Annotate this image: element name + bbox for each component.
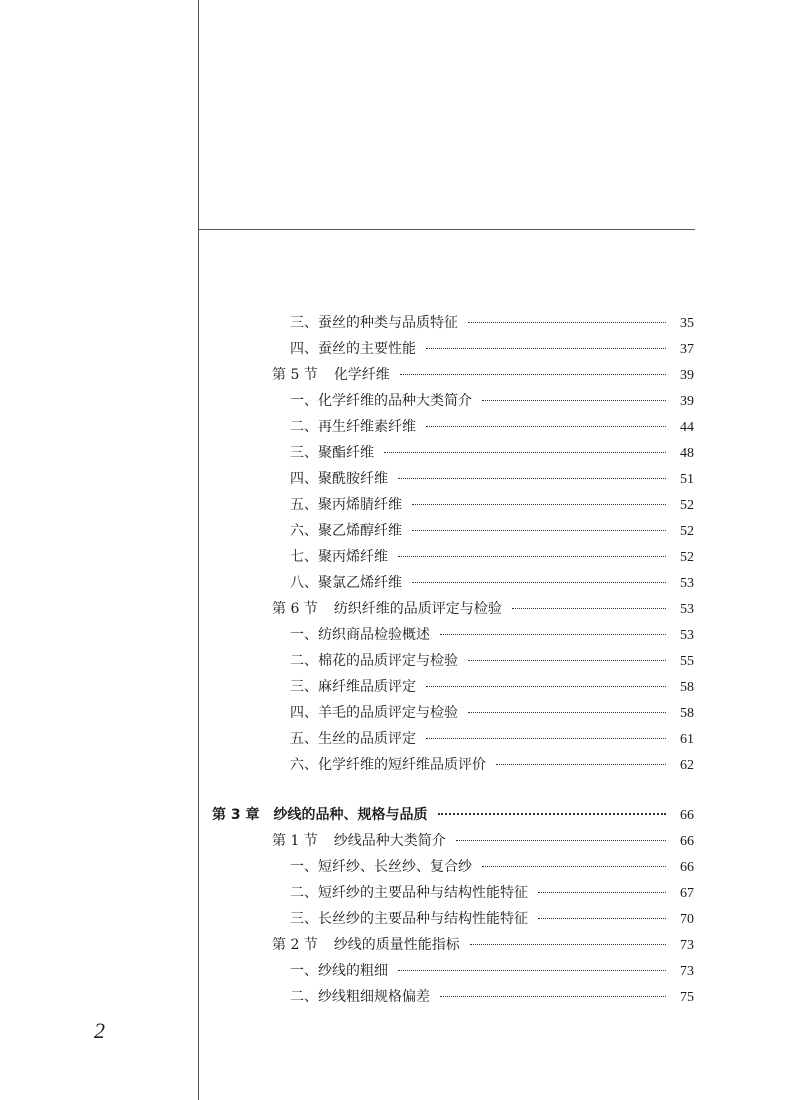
toc-page-number: 37 bbox=[680, 342, 694, 357]
toc-page-number: 58 bbox=[680, 706, 694, 721]
toc-page-number: 55 bbox=[680, 654, 694, 669]
toc-entry-title bbox=[290, 310, 458, 336]
toc-page-number: 53 bbox=[680, 628, 694, 643]
dot-leader bbox=[398, 970, 666, 971]
toc-entry-title bbox=[290, 440, 374, 466]
toc-section-row bbox=[200, 828, 698, 854]
dot-leader bbox=[440, 634, 666, 635]
dot-leader bbox=[496, 764, 666, 765]
toc-entry-text: 五、聚丙烯腈纤维 bbox=[290, 497, 402, 513]
toc-page-number: 73 bbox=[680, 938, 694, 953]
toc-page-number: 67 bbox=[680, 886, 694, 901]
toc-entry-title bbox=[272, 828, 446, 854]
toc-entry-text: 二、棉花的品质评定与检验 bbox=[290, 653, 458, 669]
toc-page-number: 39 bbox=[680, 368, 694, 383]
toc-page-number: 44 bbox=[680, 420, 694, 435]
toc-entry-number: 第 2 节 bbox=[272, 937, 318, 953]
toc-entry-number: 第 1 节 bbox=[272, 833, 318, 849]
page-number: 2 bbox=[94, 1018, 105, 1043]
toc-item-row bbox=[200, 648, 698, 674]
toc-page-number: 52 bbox=[680, 550, 694, 565]
toc-entry-title bbox=[290, 518, 402, 544]
toc-page-number: 58 bbox=[680, 680, 694, 695]
toc-entry-text: 六、化学纤维的短纤维品质评价 bbox=[290, 757, 486, 773]
toc-entry-title bbox=[272, 932, 460, 958]
toc-entry-title bbox=[290, 726, 416, 752]
toc-entry-title bbox=[290, 648, 458, 674]
toc-entry-title bbox=[290, 544, 388, 570]
toc-entry-text: 四、羊毛的品质评定与检验 bbox=[290, 705, 458, 721]
dot-leader bbox=[398, 478, 666, 479]
toc-entry-text: 七、聚丙烯纤维 bbox=[290, 549, 388, 565]
toc-entry-text: 四、蚕丝的主要性能 bbox=[290, 341, 416, 357]
dot-leader bbox=[538, 892, 666, 893]
toc-entry-title bbox=[290, 492, 402, 518]
dot-leader bbox=[412, 582, 666, 583]
dot-leader bbox=[384, 452, 666, 453]
toc-entry-text: 二、纱线粗细规格偏差 bbox=[290, 989, 430, 1005]
toc-entry-title bbox=[272, 596, 502, 622]
toc-item-row bbox=[200, 440, 698, 466]
dot-leader bbox=[512, 608, 666, 609]
toc-page-number: 52 bbox=[680, 498, 694, 513]
toc-page-number: 62 bbox=[680, 758, 694, 773]
toc-entry-text: 化学纤维 bbox=[333, 367, 390, 383]
toc-entry-title bbox=[290, 906, 528, 932]
dot-leader bbox=[468, 322, 666, 323]
toc-page-number: 66 bbox=[680, 834, 694, 849]
toc-entry-title bbox=[272, 362, 390, 388]
dot-leader bbox=[438, 813, 667, 815]
toc-entry-text: 纱线品种大类简介 bbox=[333, 833, 446, 849]
toc-entry-text: 三、聚酯纤维 bbox=[290, 445, 374, 461]
dot-leader bbox=[456, 840, 666, 841]
margin-rule-horizontal bbox=[198, 229, 695, 230]
toc-entry-text: 二、短纤纱的主要品种与结构性能特征 bbox=[290, 885, 528, 901]
toc-section-row bbox=[200, 362, 698, 388]
toc-entry-title bbox=[290, 570, 402, 596]
toc-entry-number: 第 5 节 bbox=[272, 367, 318, 383]
toc-entry-text: 一、纱线的粗细 bbox=[290, 963, 388, 979]
toc-entry-title bbox=[212, 802, 428, 828]
toc-entry-text: 三、长丝纱的主要品种与结构性能特征 bbox=[290, 911, 528, 927]
toc-entry-title bbox=[290, 674, 416, 700]
toc-page-number: 39 bbox=[680, 394, 694, 409]
toc-page-number: 70 bbox=[680, 912, 694, 927]
toc-item-row bbox=[200, 492, 698, 518]
toc-entry-text: 八、聚氯乙烯纤维 bbox=[290, 575, 402, 591]
toc-section-row bbox=[200, 932, 698, 958]
toc-page-number: 66 bbox=[680, 860, 694, 875]
toc-item-row bbox=[200, 906, 698, 932]
dot-leader bbox=[468, 660, 666, 661]
toc-entry-text: 一、化学纤维的品种大类简介 bbox=[290, 393, 472, 409]
toc-entry-title bbox=[290, 622, 430, 648]
toc-page-number: 75 bbox=[680, 990, 694, 1005]
toc-entry-title bbox=[290, 414, 416, 440]
toc-entry-title bbox=[290, 466, 388, 492]
toc-entry-title bbox=[290, 700, 458, 726]
toc-item-row bbox=[200, 466, 698, 492]
toc-item-row bbox=[200, 310, 698, 336]
toc-item-row bbox=[200, 854, 698, 880]
toc-item-row bbox=[200, 674, 698, 700]
dot-leader bbox=[470, 944, 666, 945]
toc-item-row bbox=[200, 518, 698, 544]
toc-entry-text: 四、聚酰胺纤维 bbox=[290, 471, 388, 487]
toc-entry-text: 三、蚕丝的种类与品质特征 bbox=[290, 315, 458, 331]
toc-item-row bbox=[200, 752, 698, 778]
toc-page-number: 53 bbox=[680, 576, 694, 591]
dot-leader bbox=[468, 712, 666, 713]
toc-page-number: 48 bbox=[680, 446, 694, 461]
toc-entry-title bbox=[290, 984, 430, 1010]
toc-page-number: 66 bbox=[680, 808, 694, 823]
toc-entry-text: 纱线的质量性能指标 bbox=[333, 937, 460, 953]
dot-leader bbox=[440, 996, 666, 997]
toc-entry-title bbox=[290, 958, 388, 984]
margin-rule-vertical bbox=[198, 0, 199, 1100]
toc-item-row bbox=[200, 880, 698, 906]
toc-item-row bbox=[200, 958, 698, 984]
toc-page-number: 73 bbox=[680, 964, 694, 979]
toc-page-number: 51 bbox=[680, 472, 694, 487]
toc-page-number: 35 bbox=[680, 316, 694, 331]
toc-item-row bbox=[200, 544, 698, 570]
toc-entry-title bbox=[290, 880, 528, 906]
dot-leader bbox=[412, 504, 666, 505]
toc-entry-text: 二、再生纤维素纤维 bbox=[290, 419, 416, 435]
dot-leader bbox=[426, 426, 666, 427]
toc-item-row bbox=[200, 414, 698, 440]
dot-leader bbox=[426, 686, 666, 687]
toc-page-number: 61 bbox=[680, 732, 694, 747]
toc-entry-number: 第 6 节 bbox=[272, 601, 318, 617]
toc-section-row bbox=[200, 596, 698, 622]
toc-item-row bbox=[200, 622, 698, 648]
toc-entry-title bbox=[290, 336, 416, 362]
dot-leader bbox=[398, 556, 666, 557]
toc-item-row bbox=[200, 984, 698, 1010]
toc-item-row bbox=[200, 388, 698, 414]
toc-item-row bbox=[200, 700, 698, 726]
toc-entry-text: 一、纺织商品检验概述 bbox=[290, 627, 430, 643]
toc-item-row bbox=[200, 570, 698, 596]
toc-item-row bbox=[200, 726, 698, 752]
toc-entry-text: 一、短纤纱、长丝纱、复合纱 bbox=[290, 859, 472, 875]
toc-entry-text: 纱线的品种、规格与品质 bbox=[273, 807, 428, 823]
toc-entry-number: 第 3 章 bbox=[212, 807, 260, 823]
dot-leader bbox=[412, 530, 666, 531]
toc-page-number: 52 bbox=[680, 524, 694, 539]
toc-entry-text: 五、生丝的品质评定 bbox=[290, 731, 416, 747]
toc-entry-title bbox=[290, 752, 486, 778]
dot-leader bbox=[482, 400, 666, 401]
toc-page-number: 53 bbox=[680, 602, 694, 617]
dot-leader bbox=[400, 374, 666, 375]
dot-leader bbox=[538, 918, 666, 919]
toc-chapter-row bbox=[200, 802, 698, 828]
toc-entry-text: 六、聚乙烯醇纤维 bbox=[290, 523, 402, 539]
dot-leader bbox=[482, 866, 666, 867]
dot-leader bbox=[426, 738, 666, 739]
table-of-contents bbox=[200, 310, 698, 1010]
toc-entry-text: 纺织纤维的品质评定与检验 bbox=[333, 601, 502, 617]
toc-entry-text: 三、麻纤维品质评定 bbox=[290, 679, 416, 695]
toc-entry-title bbox=[290, 388, 472, 414]
dot-leader bbox=[426, 348, 666, 349]
toc-item-row bbox=[200, 336, 698, 362]
toc-entry-title bbox=[290, 854, 472, 880]
